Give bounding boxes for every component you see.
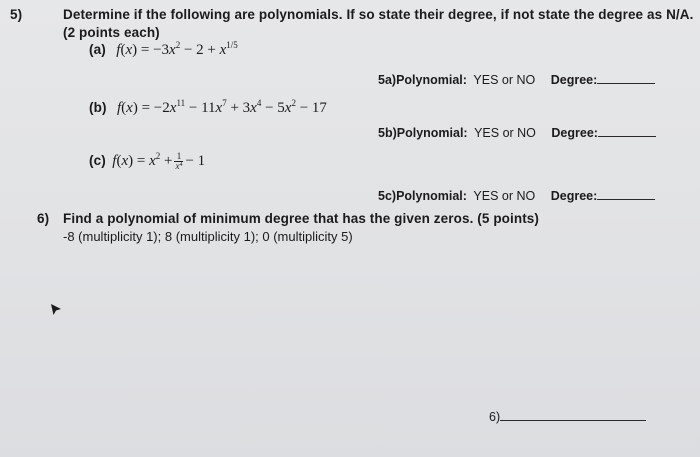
part-c-function: $f(x) = x^2$ + $\frac{1}{x^4}$ − 1 — [112, 151, 206, 172]
answer-5b-degree-blank[interactable] — [598, 124, 656, 137]
answer-5a-degree-blank[interactable] — [597, 71, 655, 84]
part-c-label: (c) — [89, 153, 106, 168]
part-a-label: (a) — [89, 42, 106, 57]
part-b-label: (b) — [89, 100, 107, 115]
part-b-row — [89, 99, 327, 117]
answer-5a-row — [378, 71, 655, 87]
answer-5b-degree-label: Degree: — [551, 126, 598, 140]
question-6-zeros: -8 (multiplicity 1); 8 (multiplicity 1); 0 (multiplicity 5) — [63, 229, 353, 244]
question-6-number: 6) — [37, 211, 50, 226]
answer-5a-options[interactable]: YES or NO — [473, 73, 536, 87]
answer-5b-options[interactable]: YES or NO — [474, 126, 536, 140]
question-6-prompt: Find a polynomial of minimum degree that has the given zeros. (5 points) — [63, 211, 540, 226]
answer-5c-degree-blank[interactable] — [597, 187, 655, 200]
question-5-number: 5) — [10, 7, 23, 22]
fraction-one-over-x4: $\frac{1}{x^4}$ — [175, 151, 183, 172]
arrow-cursor-icon — [50, 303, 62, 317]
answer-5c-options[interactable]: YES or NO — [473, 189, 536, 203]
part-a-function: $f(x) = -3x^2 - 2 + x^{1/5}$ — [116, 40, 238, 58]
answer-6-row — [489, 408, 646, 424]
part-a-row — [89, 41, 238, 59]
answer-5b-label: 5b)Polynomial: — [378, 126, 468, 140]
answer-5c-label: 5c)Polynomial: — [378, 189, 467, 203]
part-c-row — [89, 152, 205, 171]
answer-5b-row — [378, 124, 656, 140]
answer-5c-degree-label: Degree: — [550, 189, 598, 203]
answer-5a-degree-label: Degree: — [550, 73, 598, 87]
answer-5c-row — [378, 187, 655, 203]
part-b-function: $f(x) = -2x^{11} - 11x^7 + 3x^4 - 5x^2 - 17$ — [117, 98, 327, 116]
answer-6-label: 6) — [489, 410, 501, 424]
answer-5a-label: 5a)Polynomial: — [378, 73, 467, 87]
question-5-points: (2 points each) — [63, 25, 160, 40]
question-5-prompt: Determine if the following are polynomials. If so state their degree, if not state the degree as N/A. — [63, 7, 694, 22]
answer-6-blank[interactable] — [500, 408, 646, 421]
